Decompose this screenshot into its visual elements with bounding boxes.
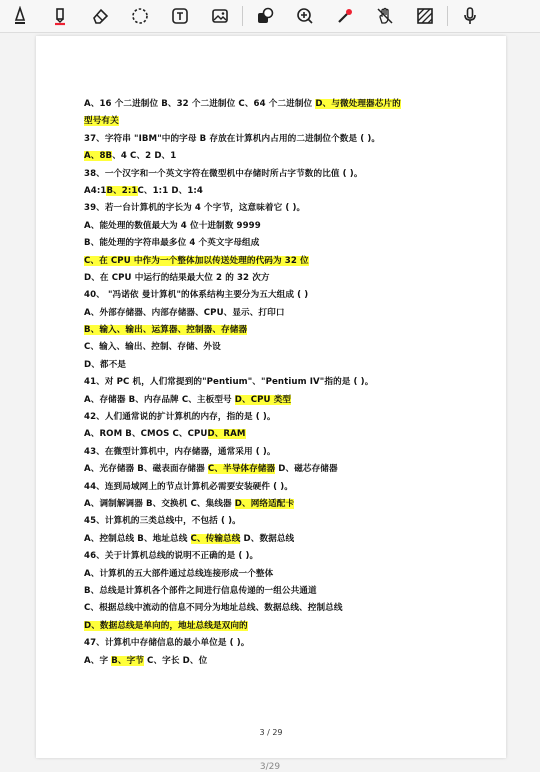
text-segment: A、ROM B、CMOS C、CPU xyxy=(84,429,208,440)
text-line xyxy=(84,305,484,322)
text-segment: 40、 "冯诺依 曼计算机"的体系结构主要分为五大组成 ( ) xyxy=(84,290,309,301)
text-line xyxy=(84,113,484,130)
toolbar-divider xyxy=(447,6,448,26)
text-line xyxy=(84,374,484,391)
text-segment: A、控制总线 B、地址总线 xyxy=(84,533,191,544)
text-line xyxy=(84,600,484,617)
text-icon xyxy=(170,6,190,26)
highlighted-answer: B、字节 xyxy=(111,655,144,666)
text-segment: A、调制解调器 B、交换机 C、集线器 xyxy=(84,498,235,509)
text-line xyxy=(84,287,484,304)
highlighted-answer: C、在 CPU 中作为一个整体加以传送处理的代码为 32 位 xyxy=(84,255,309,266)
lasso-tool[interactable] xyxy=(120,0,160,32)
text-line xyxy=(84,131,484,148)
text-segment: A、16 个二进制位 B、32 个二进制位 C、64 个二进制位 xyxy=(84,99,316,109)
image-tool[interactable] xyxy=(200,0,240,32)
text-segment: B、总线是计算机各个部件之间进行信息传递的一组公共通道 xyxy=(84,585,317,596)
highlighted-answer: B、输入、输出、运算器、控制器、存储器 xyxy=(84,325,248,336)
text-segment: B、能处理的字符串最多位 4 个英文字母组成 xyxy=(84,238,260,249)
text-line xyxy=(84,235,484,252)
zoom-tool[interactable] xyxy=(285,0,325,32)
eraser-tool[interactable] xyxy=(80,0,120,32)
toolbar-divider xyxy=(242,6,243,26)
pattern-icon xyxy=(415,6,435,26)
text-line xyxy=(84,357,484,374)
text-segment: A4:1 xyxy=(84,185,107,196)
page-number: 3 / 29 xyxy=(259,728,283,737)
text-line xyxy=(84,322,484,339)
text-line xyxy=(84,548,484,565)
text-segment: D、在 CPU 中运行的结果最大位 2 的 32 次方 xyxy=(84,272,270,283)
text-segment: 42、人们通常说的扩计算机的内存，指的是 ( )。 xyxy=(84,412,276,423)
text-segment: A、光存储器 B、磁表面存储器 xyxy=(84,464,208,475)
text-line xyxy=(84,339,484,356)
text-segment: C、输入、输出、控制、存储、外设 xyxy=(84,342,221,353)
text-line xyxy=(84,479,484,496)
highlighted-answer: C、传输总线 xyxy=(190,533,241,544)
text-line xyxy=(84,200,484,217)
text-segment: D、磁芯存储器 xyxy=(275,464,338,475)
text-segment: 46、关于计算机总线的说明不正确的是 ( )。 xyxy=(84,551,259,562)
text-segment: C、1:1 D、1:4 xyxy=(137,185,204,196)
pencil-icon xyxy=(10,6,30,26)
text-line xyxy=(84,531,484,548)
text-segment: 41、对 PC 机，人们常提到的"Pentium"、"Pentium IV"指的是 ( )。 xyxy=(84,377,374,388)
text-tool[interactable] xyxy=(160,0,200,32)
marker-icon xyxy=(50,6,70,26)
text-segment: A、存储器 B、内存品牌 C、主板型号 xyxy=(84,394,235,405)
hand-tool[interactable] xyxy=(365,0,405,32)
shapes-icon xyxy=(255,6,275,26)
text-line xyxy=(84,392,484,409)
hand-icon xyxy=(375,6,395,26)
text-line xyxy=(84,426,484,443)
text-segment: D、数据总线 xyxy=(240,533,295,544)
highlighted-answer: A、8B xyxy=(84,151,113,162)
annotation-toolbar xyxy=(0,0,540,33)
highlighted-answer: D、数据总线是单向的，地址总线是双向的 xyxy=(84,620,248,631)
text-segment: C、字长 D、位 xyxy=(143,655,208,666)
text-line xyxy=(84,444,484,461)
text-segment: C、根据总线中流动的信息不同分为地址总线、数据总线、控制总线 xyxy=(84,603,343,614)
next-page-number: 3/29 xyxy=(259,762,281,772)
text-line xyxy=(84,513,484,530)
lasso-icon xyxy=(130,6,150,26)
laser-pointer-icon xyxy=(335,6,355,26)
text-segment: 47、计算机中存储信息的最小单位是 ( )。 xyxy=(84,638,250,649)
text-segment: 45、计算机的三类总线中，不包括 ( )。 xyxy=(84,516,241,527)
text-line xyxy=(84,253,484,270)
pattern-tool[interactable] xyxy=(405,0,445,32)
text-segment: 44、连到局域网上的节点计算机必需要安装硬件 ( )。 xyxy=(84,481,293,492)
microphone-tool[interactable] xyxy=(450,0,490,32)
pencil-tool[interactable] xyxy=(0,0,40,32)
highlighted-answer: D、RAM xyxy=(207,429,246,440)
text-line xyxy=(84,461,484,478)
text-line xyxy=(84,618,484,635)
text-line xyxy=(84,566,484,583)
highlighted-answer: C、半导体存储器 xyxy=(207,464,276,475)
eraser-icon xyxy=(90,6,110,26)
text-segment: A、能处理的数值最大为 4 位十进制数 9999 xyxy=(84,220,261,231)
marker-tool[interactable] xyxy=(40,0,80,32)
text-segment: 、4 C、2 D、1 xyxy=(112,151,177,162)
question-list xyxy=(84,96,484,670)
highlighted-answer: D、网络适配卡 xyxy=(234,498,295,509)
laser-pointer-tool[interactable] xyxy=(325,0,365,32)
zoom-icon xyxy=(295,6,315,26)
text-line xyxy=(84,148,484,165)
text-segment: D、都不是 xyxy=(84,359,127,370)
text-segment: A、计算机的五大部件通过总线连接形成一个整体 xyxy=(84,568,274,579)
text-segment: 38、一个汉字和一个英文字符在微型机中存储时所占字节数的比值 ( )。 xyxy=(84,168,363,179)
text-segment: A、字 xyxy=(84,655,112,666)
text-segment: 43、在微型计算机中，内存储器，通常采用 ( )。 xyxy=(84,446,276,457)
document-page xyxy=(36,36,506,758)
text-line xyxy=(84,183,484,200)
text-line xyxy=(84,166,484,183)
highlighted-answer: D、与微处理器芯片的 xyxy=(315,99,401,109)
text-segment: 37、字符串 "IBM"中的字母 B 存放在计算机内占用的二进制位个数是 ( )。 xyxy=(84,133,381,144)
text-line xyxy=(84,218,484,235)
text-line xyxy=(84,96,484,113)
highlighted-answer: 型号有关 xyxy=(84,116,119,127)
highlighted-answer: B、2:1 xyxy=(106,185,138,196)
text-line xyxy=(84,409,484,426)
text-segment: A、外部存储器、内部存储器、CPU、显示、打印口 xyxy=(84,307,285,318)
shapes-tool[interactable] xyxy=(245,0,285,32)
image-icon xyxy=(210,6,230,26)
highlighted-answer: D、CPU 类型 xyxy=(234,394,292,405)
text-line xyxy=(84,270,484,287)
text-segment: 39、若一台计算机的字长为 4 个字节，这意味着它 ( )。 xyxy=(84,203,306,214)
microphone-icon xyxy=(460,6,480,26)
text-line xyxy=(84,653,484,670)
text-line xyxy=(84,583,484,600)
text-line xyxy=(84,496,484,513)
text-line xyxy=(84,635,484,652)
